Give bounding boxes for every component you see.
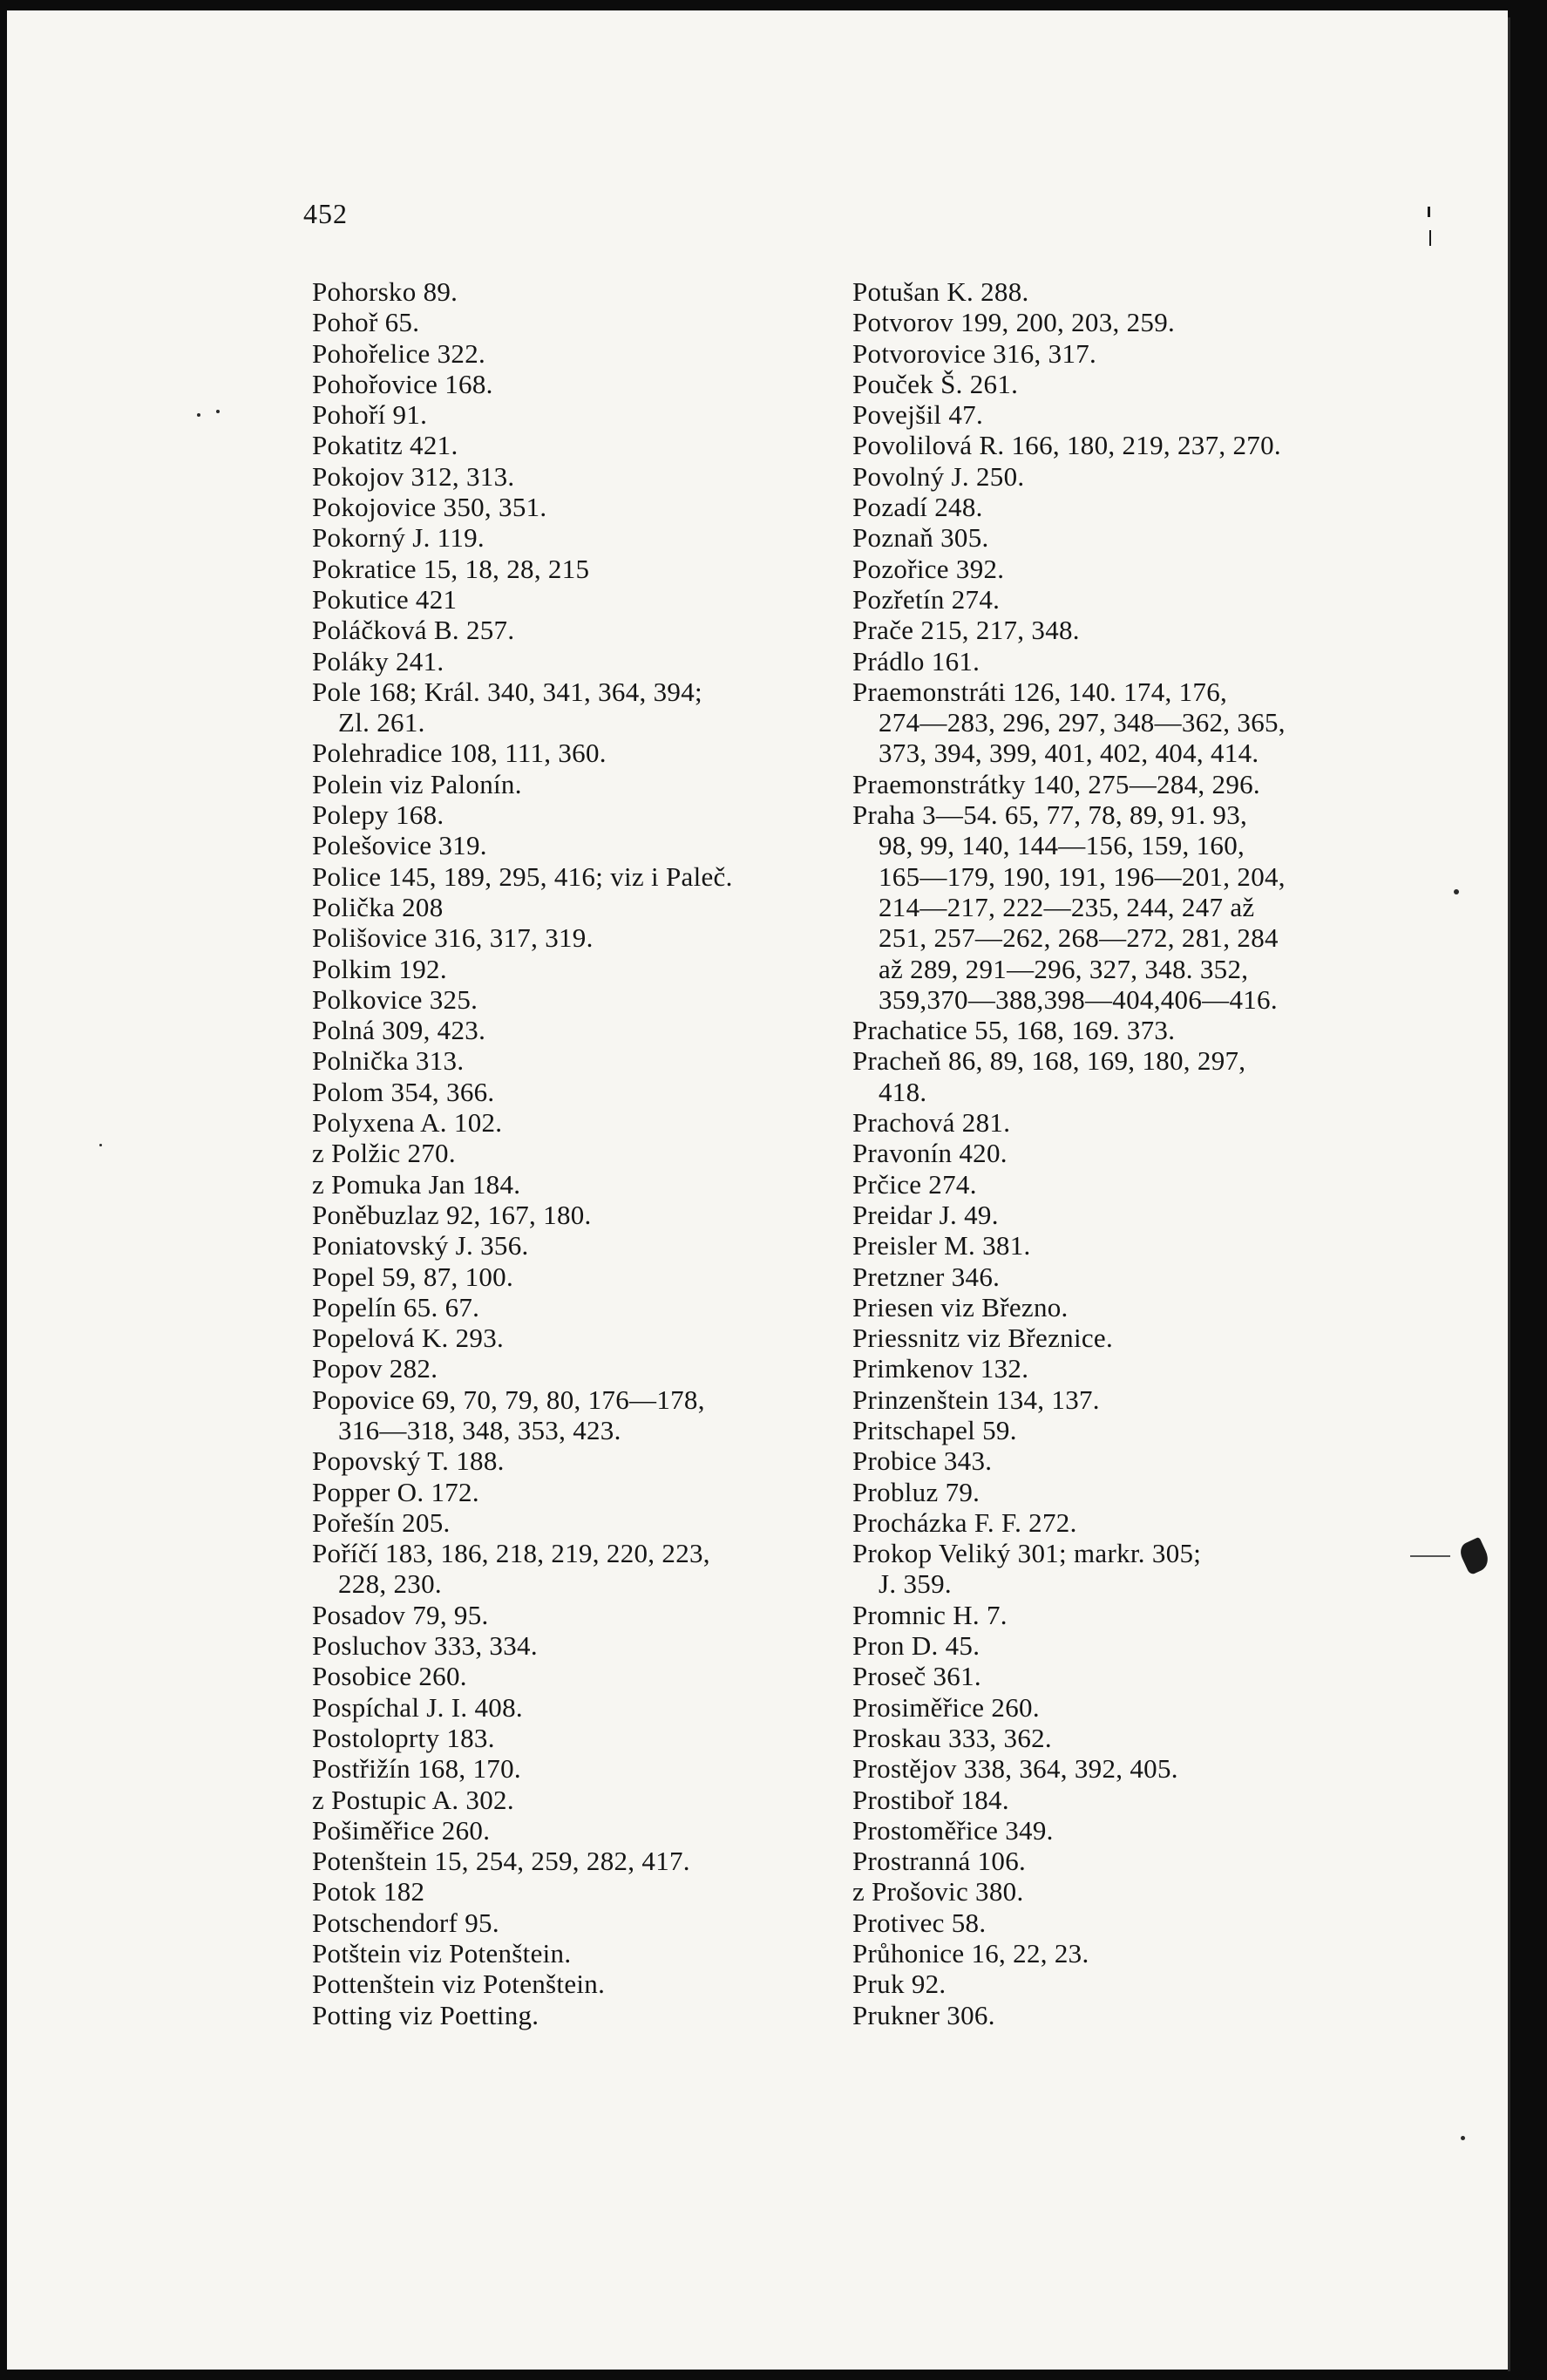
index-entry: Potvorovice 316, 317. [852, 337, 1097, 369]
index-column-right [852, 276, 1371, 2030]
index-entry: Povejšil 47. [852, 399, 984, 431]
index-entry: Pokojovice 350, 351. [312, 492, 547, 523]
index-entry: Pron D. 45. [852, 1630, 980, 1662]
index-entry: Prostranná 106. [852, 1846, 1027, 1877]
index-entry: Potschendorf 95. [312, 1907, 499, 1938]
index-entry: Praemonstrátky 140, 275—284, 296. [852, 768, 1260, 799]
index-entry: Prachatice 55, 168, 169. 373. [852, 1015, 1176, 1046]
scan-speck [197, 413, 200, 417]
index-entry-continuation: 251, 257—262, 268—272, 281, 284 [879, 922, 1279, 954]
index-entry: Potok 182 [312, 1876, 425, 1907]
index-entry: Polom 354, 366. [312, 1076, 495, 1107]
index-entry: Pozadí 248. [852, 492, 983, 523]
index-entry: Primkenov 132. [852, 1353, 1029, 1384]
index-entry: Promnic H. 7. [852, 1599, 1008, 1630]
index-entry: Procházka F. F. 272. [852, 1506, 1077, 1538]
index-entry: Prokop Veliký 301; markr. 305; [852, 1538, 1202, 1569]
scan-streak [1410, 1555, 1450, 1557]
index-entry-continuation: 359,370—388,398—404,406—416. [879, 983, 1278, 1015]
index-entry-continuation: 228, 230. [338, 1568, 442, 1600]
index-entry: Prukner 306. [852, 1999, 995, 2030]
index-entry: Pospíchal J. I. 408. [312, 1691, 523, 1723]
index-column-left [312, 276, 826, 2030]
index-entry: Priessnitz viz Březnice. [852, 1323, 1114, 1354]
index-entry: Pravonín 420. [852, 1138, 1008, 1169]
index-entry: Pohořelice 322. [312, 337, 486, 369]
index-entry: Praha 3—54. 65, 77, 78, 89, 91. 93, [852, 799, 1248, 831]
index-entry: z Prošovic 380. [852, 1876, 1024, 1907]
index-entry: Poříčí 183, 186, 218, 219, 220, 223, [312, 1538, 710, 1569]
index-entry: Proskau 333, 362. [852, 1722, 1052, 1753]
index-entry: Probluz 79. [852, 1476, 980, 1507]
index-entry: Prčice 274. [852, 1168, 977, 1200]
index-entry: Preisler M. 381. [852, 1230, 1031, 1261]
index-entry: Polkim 192. [312, 953, 447, 984]
index-entry: Pokratice 15, 18, 28, 215 [312, 553, 590, 584]
index-entry: Protivec 58. [852, 1907, 987, 1938]
index-entry: Poněbuzlaz 92, 167, 180. [312, 1199, 592, 1230]
index-entry: z Pomuka Jan 184. [312, 1168, 521, 1200]
index-entry: Povolný J. 250. [852, 460, 1025, 492]
index-entry: Pokorný J. 119. [312, 522, 485, 554]
index-entry: Pozořice 392. [852, 553, 1005, 584]
scan-speck [1461, 2136, 1465, 2140]
index-entry: Polepy 168. [312, 799, 444, 831]
index-entry: Pouček Š. 261. [852, 368, 1019, 399]
index-entry: Polišovice 316, 317, 319. [312, 922, 594, 954]
index-entry-continuation: 98, 99, 140, 144—156, 159, 160, [879, 830, 1245, 861]
scan-mark [1428, 207, 1430, 217]
index-entry: Preidar J. 49. [852, 1199, 999, 1230]
index-entry-continuation: 418. [879, 1076, 927, 1107]
index-entry: Potštein viz Potenštein. [312, 1938, 572, 1969]
index-entry: Poniatovský J. 356. [312, 1230, 529, 1261]
index-entry: Probice 343. [852, 1445, 993, 1477]
index-entry: Prinzenštein 134, 137. [852, 1384, 1100, 1415]
index-entry: Pole 168; Král. 340, 341, 364, 394; [312, 676, 702, 707]
index-entry: Popel 59, 87, 100. [312, 1261, 514, 1292]
scan-speck [1454, 889, 1459, 894]
index-entry: Polička 208 [312, 891, 444, 922]
index-entry: Polešovice 319. [312, 830, 487, 861]
index-entry: Polehradice 108, 111, 360. [312, 738, 607, 769]
index-entry: Posadov 79, 95. [312, 1599, 489, 1630]
index-entry: Prostiboř 184. [852, 1784, 1009, 1815]
index-entry: Police 145, 189, 295, 416; viz i Paleč. [312, 860, 733, 892]
index-entry: Prače 215, 217, 348. [852, 615, 1080, 646]
index-entry: Pokatitz 421. [312, 430, 458, 461]
index-entry: Polná 309, 423. [312, 1015, 486, 1046]
index-entry: Popelová K. 293. [312, 1323, 505, 1354]
index-entry: Popelín 65. 67. [312, 1291, 480, 1323]
index-entry: Posluchov 333, 334. [312, 1630, 538, 1662]
index-entry: Pošiměřice 260. [312, 1814, 491, 1846]
index-entry: Proseč 361. [852, 1661, 981, 1692]
index-entry: Pozřetín 274. [852, 583, 1001, 615]
index-entry: Potvorov 199, 200, 203, 259. [852, 307, 1176, 338]
index-entry: Polkovice 325. [312, 983, 478, 1015]
index-entry: Pottenštein viz Potenštein. [312, 1969, 606, 2000]
index-entry: Prádlo 161. [852, 645, 980, 677]
index-entry: Pracheň 86, 89, 168, 169, 180, 297, [852, 1045, 1246, 1077]
index-entry-continuation: 214—217, 222—235, 244, 247 až [879, 891, 1255, 922]
index-entry: Pohořovice 168. [312, 368, 493, 399]
index-entry: Postřižín 168, 170. [312, 1753, 521, 1785]
index-entry: Polnička 313. [312, 1045, 465, 1077]
index-entry: Popovice 69, 70, 79, 80, 176—178, [312, 1384, 705, 1415]
index-entry: Pohoří 91. [312, 399, 428, 431]
index-entry: Pruk 92. [852, 1969, 947, 2000]
index-entry: Potenštein 15, 254, 259, 282, 417. [312, 1846, 690, 1877]
index-entry: Pohoř 65. [312, 307, 420, 338]
index-entry: Prostějov 338, 364, 392, 405. [852, 1753, 1178, 1785]
scan-speck [216, 410, 220, 413]
index-entry-continuation: 316—318, 348, 353, 423. [338, 1414, 621, 1445]
index-entry: Popov 282. [312, 1353, 438, 1384]
page-number: 452 [303, 198, 348, 229]
index-entry: Poláčková B. 257. [312, 615, 515, 646]
index-entry: Potušan K. 288. [852, 276, 1029, 307]
index-entry: Potting viz Poetting. [312, 1999, 539, 2030]
index-entry: Pritschapel 59. [852, 1414, 1017, 1445]
index-entry: Poláky 241. [312, 645, 444, 677]
index-entry: z Postupic A. 302. [312, 1784, 514, 1815]
index-entry: Průhonice 16, 22, 23. [852, 1938, 1089, 1969]
index-entry: z Polžic 270. [312, 1138, 456, 1169]
index-entry-continuation: 165—179, 190, 191, 196—201, 204, [879, 860, 1286, 892]
scan-speck [99, 1144, 102, 1146]
scan-blot [1457, 1537, 1493, 1575]
index-entry: Povolilová R. 166, 180, 219, 237, 270. [852, 430, 1281, 461]
index-entry: Polein viz Palonín. [312, 768, 522, 799]
paper-sheet [7, 10, 1508, 2370]
index-entry: Pokojov 312, 313. [312, 460, 515, 492]
index-entry: Prosiměřice 260. [852, 1691, 1040, 1723]
index-entry: Postoloprty 183. [312, 1722, 495, 1753]
index-entry: Popovský T. 188. [312, 1445, 505, 1477]
index-entry: Poznaň 305. [852, 522, 989, 554]
index-entry: Pohorsko 89. [312, 276, 458, 307]
index-entry-continuation: Zl. 261. [338, 707, 425, 738]
index-entry-continuation: 274—283, 296, 297, 348—362, 365, [879, 707, 1286, 738]
index-entry: Popper O. 172. [312, 1476, 479, 1507]
index-entry-continuation: až 289, 291—296, 327, 348. 352, [879, 953, 1249, 984]
index-entry-continuation: 373, 394, 399, 401, 402, 404, 414. [879, 738, 1259, 769]
index-entry: Priesen viz Březno. [852, 1291, 1069, 1323]
index-entry: Posobice 260. [312, 1661, 467, 1692]
index-entry: Praemonstráti 126, 140. 174, 176, [852, 676, 1228, 707]
page-edge-line [1508, 17, 1510, 2371]
index-entry: Pretzner 346. [852, 1261, 1001, 1292]
index-entry-continuation: J. 359. [879, 1568, 952, 1600]
index-entry: Prostoměřice 349. [852, 1814, 1054, 1846]
index-entry: Polyxena A. 102. [312, 1107, 503, 1139]
scan-mark [1429, 230, 1431, 246]
index-entry: Pořešín 205. [312, 1506, 451, 1538]
index-entry: Prachová 281. [852, 1107, 1011, 1139]
index-entry: Pokutice 421 [312, 583, 458, 615]
